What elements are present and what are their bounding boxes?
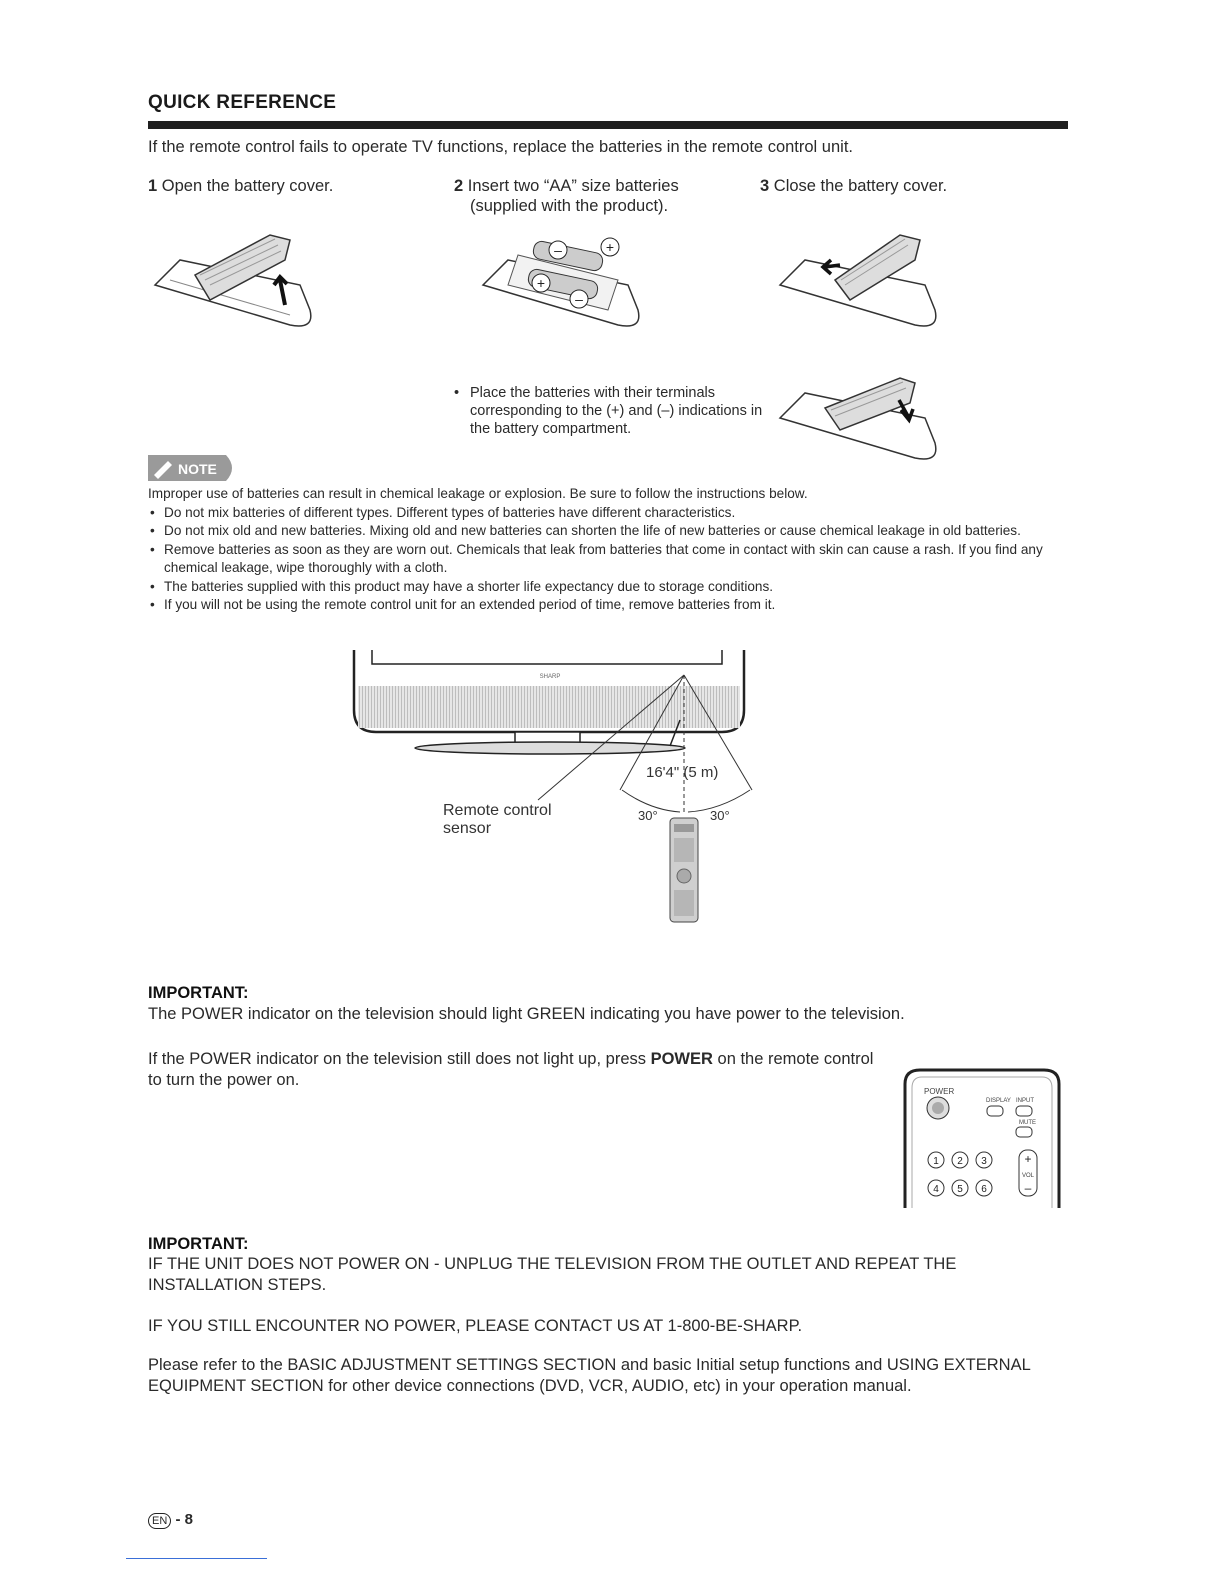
list-item: • Do not mix old and new batteries. Mixing old and new batteries can shorten the life of new batteries or cause chemical leakage in old batteries.: [148, 522, 1048, 541]
step-number: 2: [454, 177, 464, 195]
step-text: Open the battery cover.: [161, 177, 334, 195]
battery-tip: • Place the batteries with their terminals corresponding to the (+) and (–) indications in the battery compartment.: [456, 384, 766, 438]
important-warning: IF THE UNIT DOES NOT POWER ON - UNPLUG THE TELEVISION FROM THE OUTLET AND REPEAT THE INSTALLATION STEPS.: [148, 1255, 957, 1294]
input-label: INPUT: [1016, 1098, 1034, 1104]
step-1: [148, 176, 333, 196]
minus-sign: –: [554, 242, 562, 258]
plus-sign: +: [536, 275, 546, 291]
angle-left-label: 30°: [638, 808, 658, 823]
note-lead: Improper use of batteries can result in chemical leakage or explosion. Be sure to follow the instructions below.: [148, 486, 808, 501]
sensor-label: sensor: [443, 820, 492, 837]
list-item: • Do not mix batteries of different types. Different types of batteries have different characteristics.: [148, 504, 1048, 523]
important-text: The POWER indicator on the television should light GREEN indicating you have power to the television.: [148, 1005, 905, 1023]
page-number-text: - 8: [175, 1511, 193, 1528]
note-badge-text: NOTE: [178, 461, 217, 477]
sensor-label: Remote control: [443, 802, 552, 819]
step-text: Insert two “AA” size batteries: [467, 177, 679, 195]
minus-sign: –: [575, 291, 583, 307]
step-3: [760, 176, 947, 196]
power-label: POWER: [924, 1087, 955, 1096]
tv-screen: [372, 650, 722, 664]
intro-text: If the remote control fails to operate TV functions, replace the batteries in the remote control unit.: [148, 138, 853, 156]
list-item: • The batteries supplied with this product may have a shorter life expectancy due to storage conditions.: [148, 578, 1048, 597]
battery-tip-text: Place the batteries with their terminals corresponding to the (+) and (–) indications in the battery compartment.: [470, 385, 763, 437]
tv-speaker-grille: [358, 686, 740, 728]
digit: 6: [981, 1184, 987, 1195]
plus-sign: +: [605, 239, 615, 255]
contact-text: IF YOU STILL ENCOUNTER NO POWER, PLEASE CONTACT US AT 1-800-BE-SHARP.: [148, 1317, 803, 1335]
power-instruction: If the POWER indicator on the television still does not light up, press POWER on the remote control to turn the power on.: [148, 1050, 874, 1089]
tv-brand: SHARP: [539, 674, 561, 680]
page-title: QUICK REFERENCE: [148, 92, 337, 113]
list-item: • If you will not be using the remote control unit for an extended period of time, remove batteries from it.: [148, 596, 1048, 615]
vol-label: VOL: [1021, 1173, 1035, 1179]
note-list: [148, 504, 1048, 615]
distance-label: 16'4" (5 m): [646, 764, 719, 781]
power-keyword: POWER: [650, 1050, 713, 1068]
digit: 3: [981, 1156, 987, 1167]
title-rule: [148, 121, 1068, 129]
angle-right-label: 30°: [710, 808, 730, 823]
important-heading: IMPORTANT:: [148, 1235, 249, 1253]
footer-rule: [126, 1558, 267, 1559]
step-2: [454, 176, 679, 216]
note-body: [148, 485, 1048, 615]
display-label: DISPLAY: [986, 1098, 1011, 1104]
vol-plus: +: [1024, 1152, 1032, 1166]
digit: 4: [933, 1184, 939, 1195]
close-cover-illustration: [775, 225, 945, 345]
step-number: 1: [148, 177, 158, 195]
remote-range-diagram: [350, 650, 770, 930]
step-text: Close the battery cover.: [773, 177, 948, 195]
vol-minus: –: [1024, 1181, 1032, 1195]
digit: 1: [933, 1156, 939, 1167]
note-badge: [148, 455, 238, 481]
tv-stand: [415, 742, 685, 754]
digit: 2: [957, 1156, 963, 1167]
open-cover-illustration: [150, 225, 320, 345]
remote-closeup: [902, 1068, 1062, 1208]
language-badge: EN: [148, 1513, 171, 1529]
step-text-cont: (supplied with the product).: [470, 197, 669, 215]
step-number: 3: [760, 177, 770, 195]
page-number: [148, 1511, 193, 1529]
digit: 5: [957, 1184, 963, 1195]
list-item: • Remove batteries as soon as they are worn out. Chemicals that leak from batteries that come in contact with skin can cause a rash. If you find any chemical leakage, wipe thoroughly with a cloth.: [148, 541, 1048, 578]
important-heading: IMPORTANT:: [148, 984, 249, 1002]
reference-text: Please refer to the BASIC ADJUSTMENT SETTINGS SECTION and basic Initial setup functions and USING EXTERNAL EQUIPMENT SECTION for other device connections (DVD, VCR, AUDIO, etc) in your operation manual.: [148, 1356, 1031, 1395]
mute-label: MUTE: [1019, 1120, 1036, 1126]
insert-batteries-illustration: [478, 225, 648, 345]
snap-cover-illustration: [775, 358, 945, 478]
